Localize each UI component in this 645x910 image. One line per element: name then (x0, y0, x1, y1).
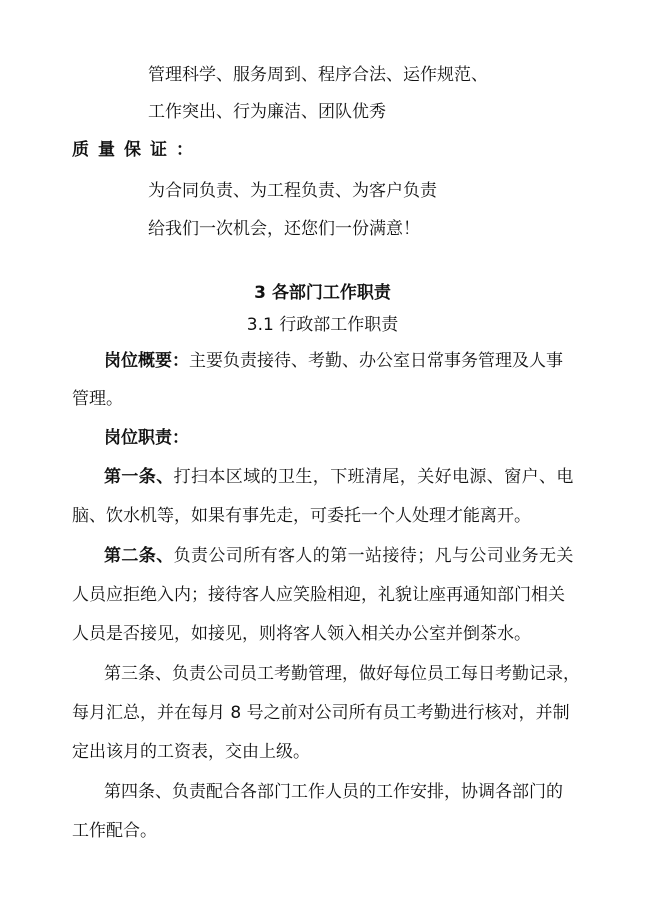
article-3-line-2: 每月汇总，并在每月 8 号之前对公司所有员工考勤进行核对，并制 (72, 703, 570, 723)
article-2-line-1 (104, 545, 574, 567)
article-4-line-1: 第四条、负责配合各部门工作人员的工作安排，协调各部门的 (104, 782, 563, 802)
duties-label: 岗位职责： (104, 428, 189, 448)
article-2-line-2: 人员应拒绝入内；接待客人应笑脸相迎，礼貌让座再通知部门相关 (72, 585, 565, 605)
article-4-line-2: 工作配合。 (72, 821, 157, 841)
article-2-label: 第二条、 (104, 546, 174, 566)
overview-line-1 (104, 350, 563, 372)
article-1-text: 打扫本区域的卫生，下班清尾，关好电源、窗户、电 (173, 467, 574, 487)
quality-label: 质量保证： (72, 140, 202, 160)
overview-text: 主要负责接待、考勤、办公室日常事务管理及人事 (189, 351, 563, 371)
overview-line-2: 管理。 (72, 389, 123, 409)
article-3-line-3: 定出该月的工资表，交由上级。 (72, 742, 310, 762)
article-1-line-1 (104, 466, 574, 488)
section-title: 3 各部门工作职责 (254, 283, 391, 303)
intro-line-2: 工作突出、行为廉洁、团队优秀 (148, 102, 386, 122)
article-1-line-2: 脑、饮水机等，如果有事先走，可委托一个人处理才能离开。 (72, 506, 531, 526)
quality-line-1: 为合同负责、为工程负责、为客户负责 (148, 181, 437, 201)
article-2-text: 负责公司所有客人的第一站接待；凡与公司业务无关 (173, 546, 574, 566)
section-subtitle: 3.1 行政部工作职责 (246, 315, 399, 335)
overview-label: 岗位概要： (104, 351, 189, 371)
article-1-label: 第一条、 (104, 467, 174, 487)
intro-line-1: 管理科学、服务周到、程序合法、运作规范、 (148, 65, 488, 85)
article-3-line-1: 第三条、负责公司员工考勤管理，做好每位员工每日考勤记录， (104, 664, 580, 684)
article-2-line-3: 人员是否接见，如接见，则将客人领入相关办公室并倒茶水。 (72, 624, 531, 644)
quality-line-2: 给我们一次机会，还您们一份满意！ (148, 219, 420, 239)
